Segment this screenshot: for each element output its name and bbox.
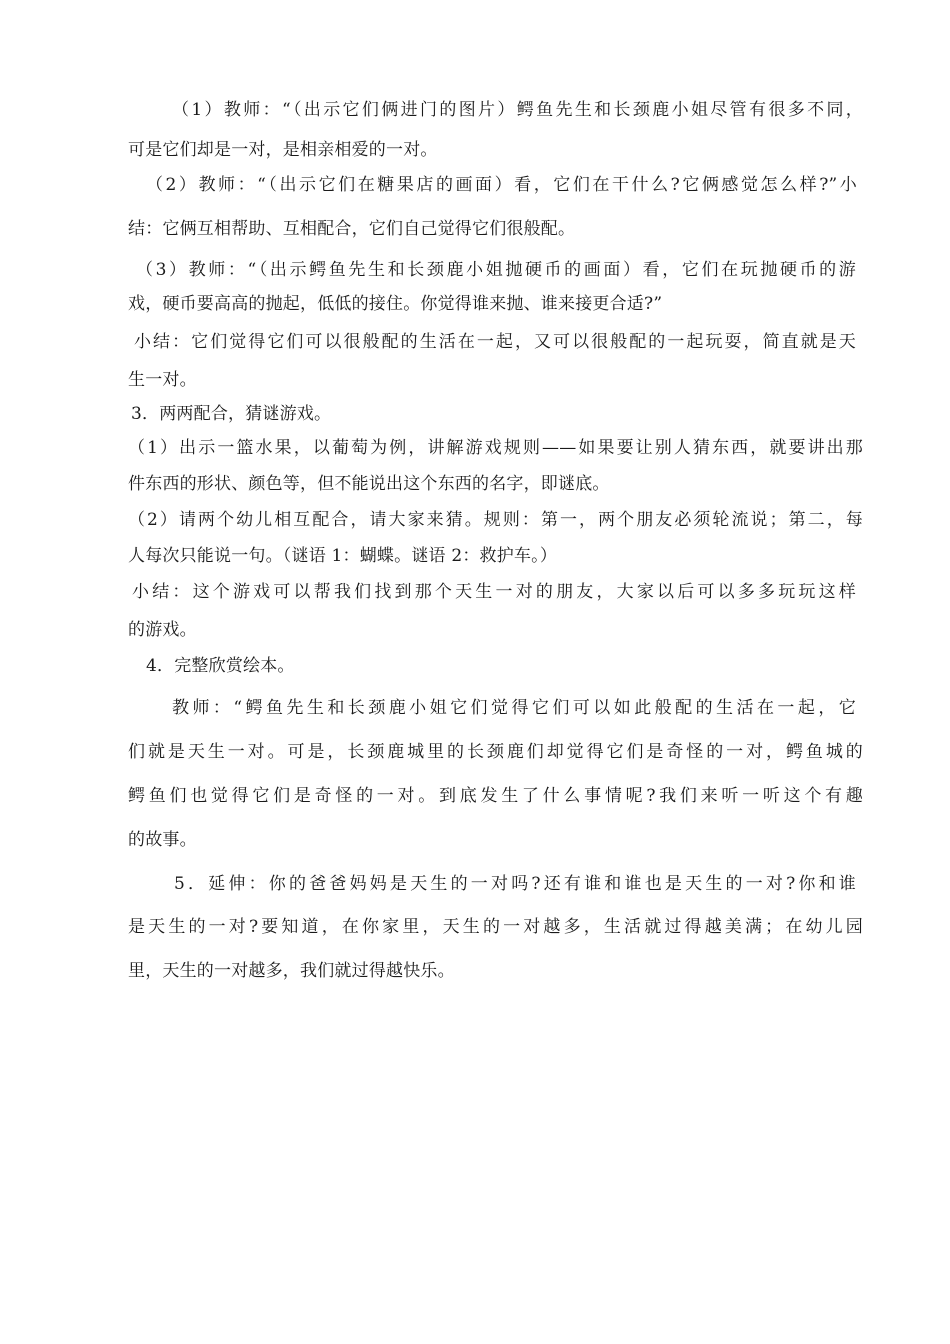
text-line: 可是它们却是一对，是相亲相爱的一对。 [128,140,438,160]
text-line: 们就是天生一对。可是，长颈鹿城里的长颈鹿们却觉得它们是奇怪的一对，鳄鱼城的 [128,742,863,762]
text-line: 5．延伸：你的爸爸妈妈是天生的一对吗?还有谁和谁也是天生的一对?你和谁 [174,874,856,894]
text-line: 人每次只能说一句。（谜语 1：蝴蝶。谜语 2：救护车。） [128,546,558,566]
text-line: 教师：“鳄鱼先生和长颈鹿小姐它们觉得它们可以如此般配的生活在一起，它 [172,698,856,718]
text-line: （3）教师：“（出示鳄鱼先生和长颈鹿小姐抛硬币的画面）看，它们在玩抛硬币的游 [136,260,856,280]
text-line: 鳄鱼们也觉得它们是奇怪的一对。到底发生了什么事情呢?我们来听一听这个有趣 [128,786,863,806]
text-line: 结：它俩互相帮助、互相配合，它们自己觉得它们很般配。 [128,219,576,239]
text-line: 里，天生的一对越多，我们就过得越快乐。 [128,961,455,981]
text-line: 小结：它们觉得它们可以很般配的生活在一起，又可以很般配的一起玩耍，简直就是天 [134,332,856,352]
text-line: 小结：这个游戏可以帮我们找到那个天生一对的朋友，大家以后可以多多玩玩这样 [132,582,856,602]
text-line: 件东西的形状、颜色等，但不能说出这个东西的名字，即谜底。 [128,474,610,494]
text-line: 是天生的一对?要知道，在你家里，天生的一对越多，生活就过得越美满；在幼儿园 [128,917,863,937]
text-line: （2）请两个幼儿相互配合，请大家来猜。规则：第一，两个朋友必须轮流说；第二，每 [128,510,863,530]
text-line: 生一对。 [128,370,197,390]
text-line: （1）出示一篮水果，以葡萄为例，讲解游戏规则——如果要让别人猜东西，就要讲出那 [128,438,863,458]
text-line: 的游戏。 [128,620,197,640]
text-line: 4．完整欣赏绘本。 [146,656,295,676]
text-line: 3．两两配合，猜谜游戏。 [131,404,332,424]
text-line: （2）教师：“（出示它们在糖果店的画面）看，它们在干什么?它俩感觉怎么样?”小 [146,175,857,195]
text-line: 戏，硬币要高高的抛起，低低的接住。你觉得谁来抛、谁来接更合适?” [128,294,663,314]
text-line: 的故事。 [128,830,197,850]
text-line: （1）教师：“（出示它们俩进门的图片）鳄鱼先生和长颈鹿小姐尽管有很多不同， [172,100,863,120]
